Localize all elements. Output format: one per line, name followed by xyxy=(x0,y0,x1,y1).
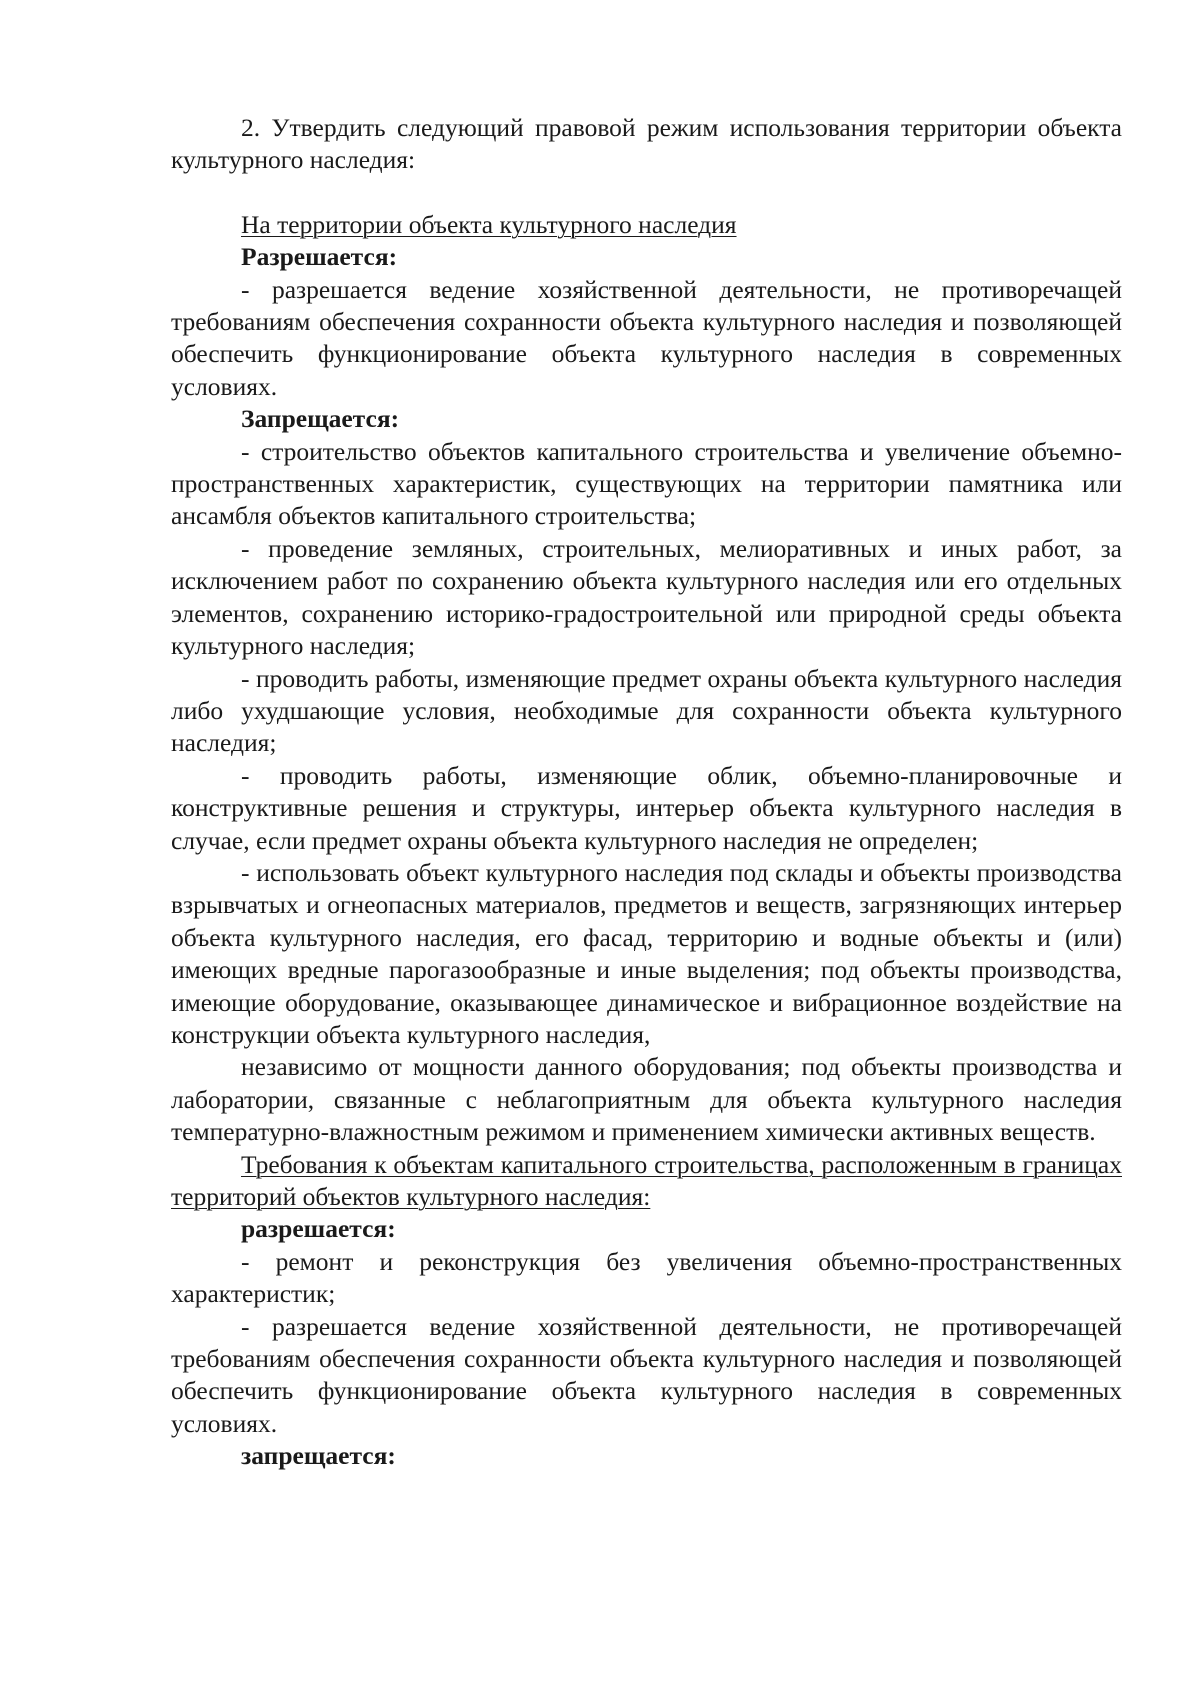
section1-title-text: На территории объекта культурного наследия xyxy=(241,209,737,239)
section1-forbidden-item: - проводить работы, изменяющие облик, объемно-планировочные и конструктивные решения и структуры, интерьер объекта культурного наследия в случае, если предмет охраны объекта культурного наследия не определен; xyxy=(171,760,1122,855)
section1-allowed-item: - разрешается ведение хозяйственной деятельности, не противоречащей требованиям обеспечения сохранности объекта культурного наследия и позволяющей обеспечить функционирование объекта культурного наследия в современных условиях. xyxy=(171,274,1122,401)
section1-forbidden-item: независимо от мощности данного оборудования; под объекты производства и лаборатории, связанные с неблагоприятным для объекта культурного наследия температурно-влажностным режимом и применением химически активных веществ. xyxy=(171,1052,1122,1147)
section1-forbidden-heading: Запрещается: xyxy=(241,404,400,434)
section2-title xyxy=(171,1149,1122,1214)
section1-forbidden-item: - использовать объект культурного наследия под склады и объекты производства взрывчатых и огнеопасных материалов, предметов и веществ, загрязняющих интерьер объекта культурного наследия, его фасад, территорию и водные объекты и (или) имеющих вредные парогазообразные и иные выделения; под объекты производства, имеющие оборудование, оказывающее динамическое и вибрационное воздействие на конструкции объекта культурного наследия, xyxy=(171,857,1122,1049)
section2-allowed-item: - ремонт и реконструкция без увеличения объемно-пространственных характеристик; xyxy=(171,1246,1122,1309)
item-2-paragraph: 2. Утвердить следующий правовой режим использования территории объекта культурного наследия: xyxy=(171,113,1122,175)
section2-forbidden-heading: запрещается: xyxy=(241,1441,396,1471)
section1-allowed-heading: Разрешается: xyxy=(241,242,398,272)
section1-title xyxy=(171,209,1122,241)
section1-forbidden-item: - строительство объектов капитального строительства и увеличение объемно-пространственных характеристик, существующих на территории памятника или ансамбля объектов капитального строительства; xyxy=(171,436,1122,531)
section1-forbidden-item: - проводить работы, изменяющие предмет охраны объекта культурного наследия либо ухудшающие условия, необходимые для сохранности объекта культурного наследия; xyxy=(171,663,1122,758)
section2-allowed-item: - разрешается ведение хозяйственной деятельности, не противоречащей требованиям обеспечения сохранности объекта культурного наследия и позволяющей обеспечить функционирование объекта культурного наследия в современных условиях. xyxy=(171,1311,1122,1438)
section2-title-text: Требования к объектам капитального строительства, расположенным в границах территорий объектов культурного наследия: xyxy=(171,1149,1122,1211)
section2-allowed-heading: разрешается: xyxy=(241,1214,396,1244)
section1-forbidden-item: - проведение земляных, строительных, мелиоративных и иных работ, за исключением работ по сохранению объекта культурного наследия или его отдельных элементов, сохранению историко-градостроительной или природной среды объекта культурного наследия; xyxy=(171,533,1122,661)
